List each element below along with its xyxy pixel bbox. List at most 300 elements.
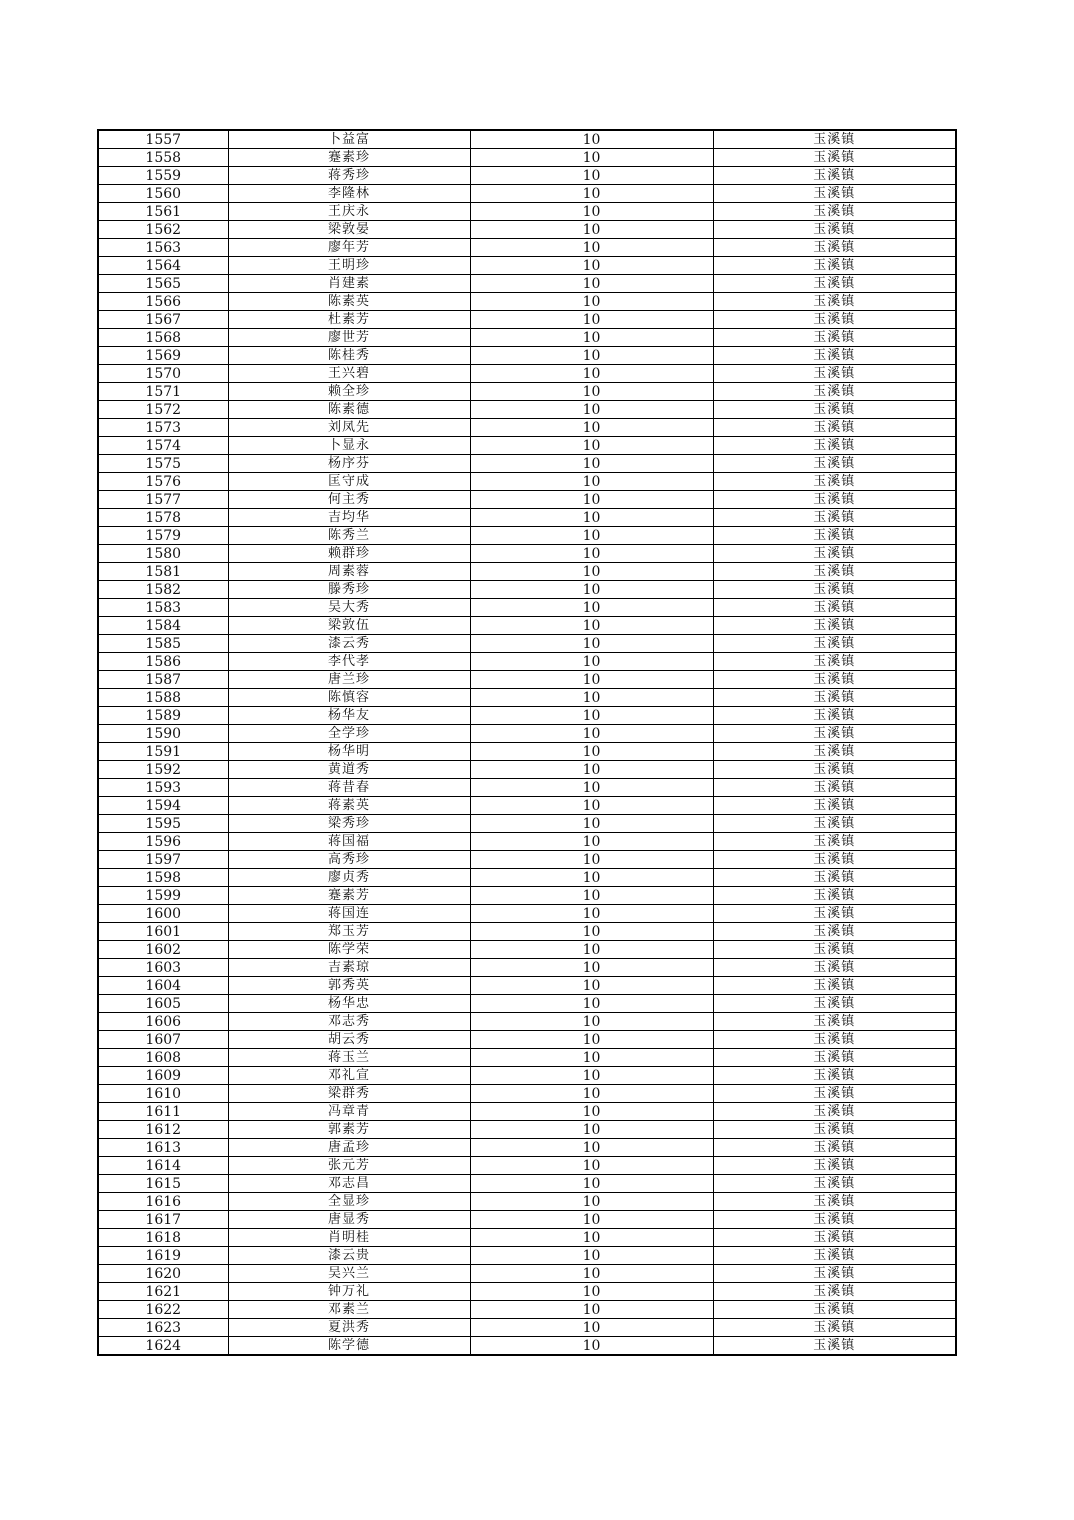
table-row [98,599,956,617]
table-row [98,851,956,869]
town-cell: 玉溪镇 [713,995,956,1013]
town-cell: 玉溪镇 [713,130,956,149]
table-row [98,635,956,653]
amount-cell: 10 [470,599,713,617]
town-cell: 玉溪镇 [713,1031,956,1049]
amount-cell: 10 [470,1013,713,1031]
amount-cell: 10 [470,293,713,311]
town-cell: 玉溪镇 [713,167,956,185]
table-row [98,1211,956,1229]
table-row [98,1193,956,1211]
town-cell: 玉溪镇 [713,671,956,689]
town-cell: 玉溪镇 [713,455,956,473]
person-name-cell: 廖年芳 [228,239,470,257]
amount-cell: 10 [470,275,713,293]
town-cell: 玉溪镇 [713,1139,956,1157]
table-row [98,275,956,293]
row-number-cell: 1617 [98,1211,228,1229]
table-row [98,1337,956,1356]
row-number-cell: 1593 [98,779,228,797]
row-number-cell: 1606 [98,1013,228,1031]
row-number-cell: 1584 [98,617,228,635]
town-cell: 玉溪镇 [713,653,956,671]
row-number-cell: 1559 [98,167,228,185]
person-name-cell: 漆云贵 [228,1247,470,1265]
table-row [98,365,956,383]
amount-cell: 10 [470,761,713,779]
table-row [98,491,956,509]
amount-cell: 10 [470,383,713,401]
amount-cell: 10 [470,509,713,527]
town-cell: 玉溪镇 [713,815,956,833]
table-row [98,779,956,797]
row-number-cell: 1557 [98,130,228,149]
town-cell: 玉溪镇 [713,743,956,761]
row-number-cell: 1621 [98,1283,228,1301]
row-number-cell: 1566 [98,293,228,311]
town-cell: 玉溪镇 [713,689,956,707]
row-number-cell: 1602 [98,941,228,959]
table-row [98,1139,956,1157]
person-name-cell: 唐显秀 [228,1211,470,1229]
amount-cell: 10 [470,581,713,599]
table-row [98,1013,956,1031]
town-cell: 玉溪镇 [713,635,956,653]
person-name-cell: 陈学德 [228,1337,470,1356]
person-name-cell: 匡守成 [228,473,470,491]
town-cell: 玉溪镇 [713,221,956,239]
table-row [98,977,956,995]
row-number-cell: 1605 [98,995,228,1013]
table-row [98,1085,956,1103]
person-name-cell: 杜素芳 [228,311,470,329]
town-cell: 玉溪镇 [713,491,956,509]
person-name-cell: 梁敦伍 [228,617,470,635]
amount-cell: 10 [470,779,713,797]
amount-cell: 10 [470,1265,713,1283]
person-name-cell: 陈素德 [228,401,470,419]
person-name-cell: 邓志秀 [228,1013,470,1031]
table-row [98,1301,956,1319]
row-number-cell: 1579 [98,527,228,545]
person-name-cell: 梁秀珍 [228,815,470,833]
amount-cell: 10 [470,401,713,419]
table-row [98,311,956,329]
table-row [98,1031,956,1049]
amount-cell: 10 [470,815,713,833]
row-number-cell: 1583 [98,599,228,617]
table-row [98,1229,956,1247]
table-row [98,329,956,347]
amount-cell: 10 [470,365,713,383]
amount-cell: 10 [470,905,713,923]
amount-cell: 10 [470,1121,713,1139]
person-name-cell: 张元芳 [228,1157,470,1175]
person-name-cell: 肖明桂 [228,1229,470,1247]
table-row [98,905,956,923]
table-row [98,1121,956,1139]
row-number-cell: 1578 [98,509,228,527]
row-number-cell: 1571 [98,383,228,401]
table-row [98,689,956,707]
town-cell: 玉溪镇 [713,1121,956,1139]
amount-cell: 10 [470,203,713,221]
town-cell: 玉溪镇 [713,1337,956,1356]
table-row [98,185,956,203]
town-cell: 玉溪镇 [713,365,956,383]
amount-cell: 10 [470,437,713,455]
town-cell: 玉溪镇 [713,779,956,797]
amount-cell: 10 [470,959,713,977]
table-row [98,653,956,671]
row-number-cell: 1596 [98,833,228,851]
town-cell: 玉溪镇 [713,545,956,563]
table-row [98,1319,956,1337]
amount-cell: 10 [470,1319,713,1337]
amount-cell: 10 [470,455,713,473]
amount-cell: 10 [470,149,713,167]
table-row [98,563,956,581]
table-row [98,347,956,365]
row-number-cell: 1594 [98,797,228,815]
row-number-cell: 1568 [98,329,228,347]
person-name-cell: 郭素芳 [228,1121,470,1139]
table-row [98,1265,956,1283]
person-name-cell: 廖世芳 [228,329,470,347]
town-cell: 玉溪镇 [713,1049,956,1067]
row-number-cell: 1620 [98,1265,228,1283]
town-cell: 玉溪镇 [713,383,956,401]
town-cell: 玉溪镇 [713,1247,956,1265]
person-name-cell: 蒋素英 [228,797,470,815]
table-row [98,203,956,221]
row-number-cell: 1587 [98,671,228,689]
town-cell: 玉溪镇 [713,923,956,941]
town-cell: 玉溪镇 [713,977,956,995]
town-cell: 玉溪镇 [713,563,956,581]
table-row [98,545,956,563]
person-name-cell: 黄道秀 [228,761,470,779]
person-name-cell: 刘凤先 [228,419,470,437]
amount-cell: 10 [470,185,713,203]
town-cell: 玉溪镇 [713,833,956,851]
table-row [98,833,956,851]
town-cell: 玉溪镇 [713,311,956,329]
amount-cell: 10 [470,563,713,581]
person-name-cell: 郑玉芳 [228,923,470,941]
town-cell: 玉溪镇 [713,1013,956,1031]
row-number-cell: 1570 [98,365,228,383]
table-row [98,815,956,833]
row-number-cell: 1603 [98,959,228,977]
amount-cell: 10 [470,167,713,185]
person-name-cell: 蒋国福 [228,833,470,851]
table-row [98,941,956,959]
amount-cell: 10 [470,1211,713,1229]
person-name-cell: 陈素英 [228,293,470,311]
table-row [98,239,956,257]
person-name-cell: 蒋秀珍 [228,167,470,185]
person-name-cell: 唐孟珍 [228,1139,470,1157]
person-name-cell: 赖群珍 [228,545,470,563]
town-cell: 玉溪镇 [713,797,956,815]
roster-table [97,129,957,1356]
person-name-cell: 王兴碧 [228,365,470,383]
row-number-cell: 1612 [98,1121,228,1139]
table-row [98,130,956,149]
person-name-cell: 陈慎容 [228,689,470,707]
row-number-cell: 1595 [98,815,228,833]
row-number-cell: 1597 [98,851,228,869]
amount-cell: 10 [470,257,713,275]
town-cell: 玉溪镇 [713,1157,956,1175]
amount-cell: 10 [470,1337,713,1356]
table-row [98,1157,956,1175]
amount-cell: 10 [470,1157,713,1175]
town-cell: 玉溪镇 [713,1175,956,1193]
row-number-cell: 1585 [98,635,228,653]
amount-cell: 10 [470,635,713,653]
row-number-cell: 1604 [98,977,228,995]
row-number-cell: 1599 [98,887,228,905]
amount-cell: 10 [470,869,713,887]
person-name-cell: 吉均华 [228,509,470,527]
amount-cell: 10 [470,545,713,563]
town-cell: 玉溪镇 [713,851,956,869]
person-name-cell: 蹇素芳 [228,887,470,905]
amount-cell: 10 [470,617,713,635]
row-number-cell: 1565 [98,275,228,293]
table-row [98,1175,956,1193]
table-row [98,419,956,437]
row-number-cell: 1623 [98,1319,228,1337]
row-number-cell: 1581 [98,563,228,581]
person-name-cell: 何主秀 [228,491,470,509]
row-number-cell: 1618 [98,1229,228,1247]
town-cell: 玉溪镇 [713,761,956,779]
person-name-cell: 蒋昔春 [228,779,470,797]
person-name-cell: 高秀珍 [228,851,470,869]
person-name-cell: 吴兴兰 [228,1265,470,1283]
table-row [98,257,956,275]
amount-cell: 10 [470,977,713,995]
town-cell: 玉溪镇 [713,437,956,455]
town-cell: 玉溪镇 [713,1211,956,1229]
town-cell: 玉溪镇 [713,887,956,905]
amount-cell: 10 [470,1193,713,1211]
town-cell: 玉溪镇 [713,275,956,293]
person-name-cell: 李代孝 [228,653,470,671]
person-name-cell: 陈秀兰 [228,527,470,545]
row-number-cell: 1619 [98,1247,228,1265]
row-number-cell: 1607 [98,1031,228,1049]
row-number-cell: 1598 [98,869,228,887]
row-number-cell: 1562 [98,221,228,239]
row-number-cell: 1622 [98,1301,228,1319]
row-number-cell: 1576 [98,473,228,491]
person-name-cell: 冯章青 [228,1103,470,1121]
town-cell: 玉溪镇 [713,257,956,275]
table-row [98,527,956,545]
table-row [98,761,956,779]
table-row [98,959,956,977]
person-name-cell: 吉素琼 [228,959,470,977]
amount-cell: 10 [470,707,713,725]
row-number-cell: 1577 [98,491,228,509]
amount-cell: 10 [470,239,713,257]
person-name-cell: 吴大秀 [228,599,470,617]
amount-cell: 10 [470,671,713,689]
town-cell: 玉溪镇 [713,581,956,599]
amount-cell: 10 [470,221,713,239]
person-name-cell: 全显珍 [228,1193,470,1211]
table-row [98,509,956,527]
amount-cell: 10 [470,1067,713,1085]
amount-cell: 10 [470,995,713,1013]
town-cell: 玉溪镇 [713,293,956,311]
table-row [98,725,956,743]
person-name-cell: 陈学荣 [228,941,470,959]
table-row [98,869,956,887]
town-cell: 玉溪镇 [713,1067,956,1085]
table-row [98,707,956,725]
amount-cell: 10 [470,130,713,149]
person-name-cell: 王明珍 [228,257,470,275]
row-number-cell: 1569 [98,347,228,365]
row-number-cell: 1592 [98,761,228,779]
table-row [98,1103,956,1121]
row-number-cell: 1616 [98,1193,228,1211]
town-cell: 玉溪镇 [713,149,956,167]
row-number-cell: 1589 [98,707,228,725]
table-row [98,149,956,167]
row-number-cell: 1615 [98,1175,228,1193]
person-name-cell: 李隆林 [228,185,470,203]
person-name-cell: 邓素兰 [228,1301,470,1319]
table-row [98,1049,956,1067]
person-name-cell: 邓礼宣 [228,1067,470,1085]
person-name-cell: 漆云秀 [228,635,470,653]
town-cell: 玉溪镇 [713,959,956,977]
row-number-cell: 1624 [98,1337,228,1356]
town-cell: 玉溪镇 [713,1103,956,1121]
amount-cell: 10 [470,329,713,347]
person-name-cell: 郭秀英 [228,977,470,995]
row-number-cell: 1582 [98,581,228,599]
table-row [98,455,956,473]
table-row [98,1247,956,1265]
row-number-cell: 1558 [98,149,228,167]
amount-cell: 10 [470,1103,713,1121]
person-name-cell: 邓志昌 [228,1175,470,1193]
town-cell: 玉溪镇 [713,401,956,419]
person-name-cell: 梁敦晏 [228,221,470,239]
town-cell: 玉溪镇 [713,599,956,617]
table-row [98,437,956,455]
town-cell: 玉溪镇 [713,419,956,437]
amount-cell: 10 [470,797,713,815]
amount-cell: 10 [470,1247,713,1265]
row-number-cell: 1601 [98,923,228,941]
table-row [98,383,956,401]
person-name-cell: 杨华忠 [228,995,470,1013]
row-number-cell: 1564 [98,257,228,275]
person-name-cell: 蒋国连 [228,905,470,923]
amount-cell: 10 [470,347,713,365]
row-number-cell: 1561 [98,203,228,221]
row-number-cell: 1611 [98,1103,228,1121]
town-cell: 玉溪镇 [713,869,956,887]
person-name-cell: 夏洪秀 [228,1319,470,1337]
table-row [98,923,956,941]
person-name-cell: 陈桂秀 [228,347,470,365]
person-name-cell: 赖全珍 [228,383,470,401]
table-row [98,473,956,491]
row-number-cell: 1610 [98,1085,228,1103]
amount-cell: 10 [470,941,713,959]
amount-cell: 10 [470,887,713,905]
row-number-cell: 1586 [98,653,228,671]
row-number-cell: 1609 [98,1067,228,1085]
amount-cell: 10 [470,1085,713,1103]
town-cell: 玉溪镇 [713,185,956,203]
person-name-cell: 卜显永 [228,437,470,455]
amount-cell: 10 [470,1031,713,1049]
town-cell: 玉溪镇 [713,941,956,959]
table-row [98,797,956,815]
row-number-cell: 1572 [98,401,228,419]
person-name-cell: 廖贞秀 [228,869,470,887]
amount-cell: 10 [470,419,713,437]
row-number-cell: 1591 [98,743,228,761]
amount-cell: 10 [470,653,713,671]
table-row [98,221,956,239]
amount-cell: 10 [470,689,713,707]
town-cell: 玉溪镇 [713,1229,956,1247]
town-cell: 玉溪镇 [713,347,956,365]
person-name-cell: 卜益富 [228,130,470,149]
town-cell: 玉溪镇 [713,1319,956,1337]
row-number-cell: 1575 [98,455,228,473]
row-number-cell: 1567 [98,311,228,329]
amount-cell: 10 [470,1175,713,1193]
table-row [98,581,956,599]
amount-cell: 10 [470,725,713,743]
row-number-cell: 1608 [98,1049,228,1067]
row-number-cell: 1573 [98,419,228,437]
amount-cell: 10 [470,473,713,491]
person-name-cell: 杨华明 [228,743,470,761]
town-cell: 玉溪镇 [713,509,956,527]
row-number-cell: 1614 [98,1157,228,1175]
person-name-cell: 钟万礼 [228,1283,470,1301]
table-row [98,293,956,311]
row-number-cell: 1588 [98,689,228,707]
table-row [98,167,956,185]
town-cell: 玉溪镇 [713,725,956,743]
amount-cell: 10 [470,1139,713,1157]
amount-cell: 10 [470,1049,713,1067]
amount-cell: 10 [470,833,713,851]
person-name-cell: 胡云秀 [228,1031,470,1049]
person-name-cell: 滕秀珍 [228,581,470,599]
town-cell: 玉溪镇 [713,1193,956,1211]
town-cell: 玉溪镇 [713,473,956,491]
person-name-cell: 蒋玉兰 [228,1049,470,1067]
table-row [98,617,956,635]
person-name-cell: 全学珍 [228,725,470,743]
town-cell: 玉溪镇 [713,239,956,257]
